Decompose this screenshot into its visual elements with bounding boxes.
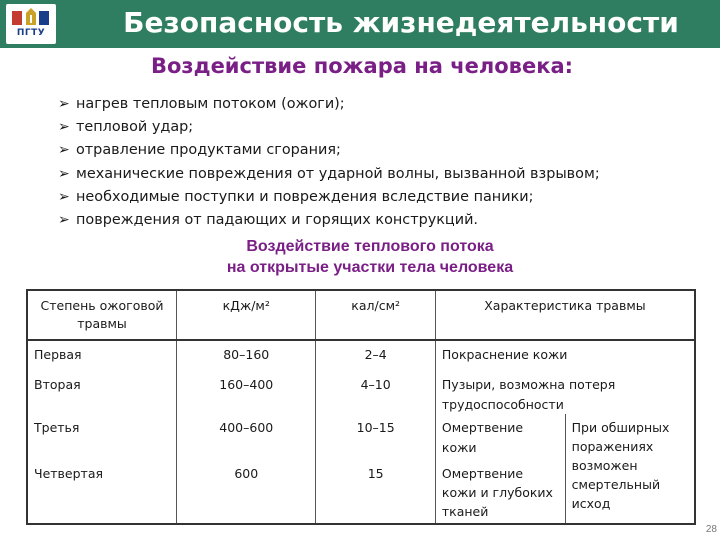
list-item bbox=[58, 93, 708, 116]
arrow-bullet-icon: ➢ bbox=[58, 96, 70, 112]
table-cell: Пузыри, возможна потеря трудоспособности bbox=[435, 371, 695, 414]
arrow-bullet-icon: ➢ bbox=[58, 165, 70, 182]
table-cell: Омертвение кожи и глубоких тканей bbox=[435, 460, 565, 524]
page-title: Безопасность жизнедеятельности bbox=[123, 6, 679, 39]
table-cell: 400–600 bbox=[177, 414, 316, 460]
list-item bbox=[58, 139, 708, 162]
table-caption bbox=[0, 236, 720, 278]
column-header: Степень ожоговой травмы bbox=[27, 290, 177, 340]
table-cell: 15 bbox=[316, 460, 435, 524]
arrow-bullet-icon: ➢ bbox=[58, 142, 70, 159]
caption-line-2: на открытые участки тела человека bbox=[226, 259, 514, 276]
logo-emblem-icon bbox=[10, 7, 52, 27]
table-cell: Третья bbox=[27, 414, 177, 460]
table-cell: 4–10 bbox=[316, 371, 435, 414]
effects-list bbox=[58, 93, 708, 232]
list-item-text: отравление продуктами сгорания; bbox=[76, 142, 341, 159]
page-number: 28 bbox=[705, 524, 717, 535]
table-cell: Вторая bbox=[27, 371, 177, 414]
list-item-text: повреждения от падающих и горящих конструкций. bbox=[76, 212, 479, 229]
table-cell: 600 bbox=[177, 460, 316, 524]
arrow-bullet-icon: ➢ bbox=[58, 119, 70, 136]
university-logo bbox=[6, 4, 56, 44]
table-row bbox=[27, 340, 695, 371]
table-cell: 2–4 bbox=[316, 340, 435, 371]
list-item-text: механические повреждения от ударной волны, вызванной взрывом; bbox=[76, 165, 600, 182]
arrow-bullet-icon: ➢ bbox=[58, 212, 70, 229]
table-cell: Четвертая bbox=[27, 460, 177, 524]
table-cell: Омертвение кожи bbox=[435, 414, 565, 460]
column-header: кал/см² bbox=[316, 290, 435, 340]
table-cell: Первая bbox=[27, 340, 177, 371]
list-item-text: необходимые поступки и повреждения вследствие паники; bbox=[76, 188, 534, 205]
column-header: Характеристика травмы bbox=[435, 290, 695, 340]
table-cell: 80–160 bbox=[177, 340, 316, 371]
table-cell: 160–400 bbox=[177, 371, 316, 414]
logo-text: ПГТУ bbox=[16, 28, 46, 38]
list-item bbox=[58, 116, 708, 139]
list-item bbox=[58, 163, 708, 186]
list-item-text: нагрев тепловым потоком (ожоги); bbox=[76, 96, 345, 112]
caption-line-1: Воздействие теплового потока bbox=[246, 238, 494, 255]
table-cell: Покраснение кожи bbox=[435, 340, 695, 371]
list-item bbox=[58, 209, 708, 232]
list-item-text: тепловой удар; bbox=[76, 119, 194, 136]
fatal-outcome-note: При обширных поражениях возможен смертельный исход bbox=[565, 414, 695, 524]
table-header-row bbox=[27, 290, 695, 340]
section-subtitle: Воздействие пожара на человека: bbox=[150, 54, 574, 78]
table-cell: 10–15 bbox=[316, 414, 435, 460]
burn-table bbox=[26, 289, 696, 525]
table-row bbox=[27, 371, 695, 414]
column-header: кДж/м² bbox=[177, 290, 316, 340]
header-bar bbox=[0, 0, 720, 48]
table-row bbox=[27, 414, 695, 460]
list-item bbox=[58, 186, 708, 209]
arrow-bullet-icon: ➢ bbox=[58, 188, 70, 205]
